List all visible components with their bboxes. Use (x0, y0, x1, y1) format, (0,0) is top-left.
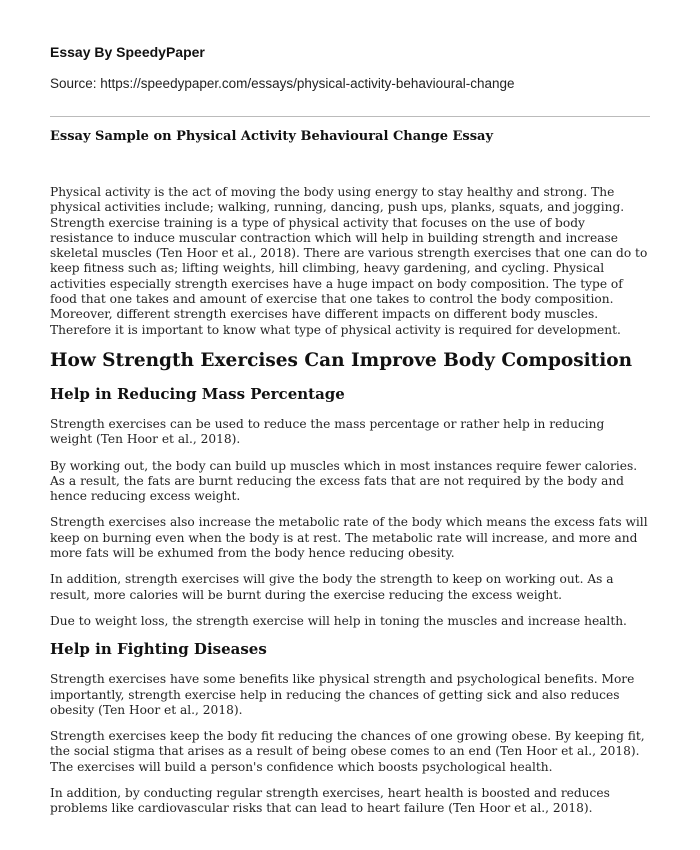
paragraph: Strength exercises also increase the metabolic rate of the body which means the excess fats will keep on burning even when the body is at rest. The metabolic rate will increase, and more and more fats will be exhumed from the body hence reducing obesity. (50, 515, 648, 561)
section-heading-reducing-mass: Help in Reducing Mass Percentage (50, 384, 345, 403)
paragraph: In addition, by conducting regular strength exercises, heart health is boosted and reduces problems like cardiovascular risks that can lead to heart failure (Ten Hoor et al., 2018). (50, 786, 610, 816)
header-divider (50, 116, 650, 117)
paragraph: Strength exercises keep the body fit reducing the chances of one growing obese. By keeping fit, the social stigma that arises as a result of being obese comes to an end (Ten Hoor et al., 2018). The exercises will build a person's confidence which boosts psychological health. (50, 729, 645, 774)
essay-body (50, 185, 650, 817)
brand-label: Essay By SpeedyPaper (50, 44, 205, 60)
paragraph: Strength exercises have some benefits like physical strength and psychological benefits. More importantly, strength exercise help in reducing the chances of getting sick and also reduces obesity (Ten Hoor et al., 2018). (50, 672, 635, 717)
paragraph: By working out, the body can build up muscles which in most instances require fewer calories. As a result, the fats are burnt reducing the excess fats that are not required by the body and hence reducing excess weight. (50, 458, 638, 504)
section-heading-fighting-diseases: Help in Fighting Diseases (50, 640, 267, 659)
source-line: Source: https://speedypaper.com/essays/physical-activity-behavioural-change (50, 76, 515, 91)
document-header (50, 0, 650, 91)
paragraph: Due to weight loss, the strength exercise will help in toning the muscles and increase health. (50, 613, 627, 628)
intro-paragraph: Physical activity is the act of moving the body using energy to stay healthy and strong. The physical activities include; walking, running, dancing, push ups, planks, squats, and jogging. Strength exercise training is a type of physical activity that focuses on the use of body resistance to induce muscular contraction which will help in building strength and increase skeletal muscles (Ten Hoor et al., 2018). There are various strength exercises that one can do to keep fitness such as; lifting weights, hill climbing, heavy gardening, and cycling. Physical activities especially strength exercises have a huge impact on body composition. The type of food that one takes and amount of exercise that one takes to control the body composition. Moreover, different strength exercises have different impacts on different body muscles. Therefore it is important to know what type of physical activity is required for development. (50, 185, 648, 337)
paragraph: Strength exercises can be used to reduce the mass percentage or rather help in reducing weight (Ten Hoor et al., 2018). (50, 416, 605, 447)
main-heading: How Strength Exercises Can Improve Body Composition (50, 349, 633, 371)
paragraph: In addition, strength exercises will give the body the strength to keep on working out. As a result, more calories will be burnt during the exercise reducing the excess weight. (50, 572, 614, 602)
essay-title: Essay Sample on Physical Activity Behavioural Change Essay (50, 129, 494, 144)
